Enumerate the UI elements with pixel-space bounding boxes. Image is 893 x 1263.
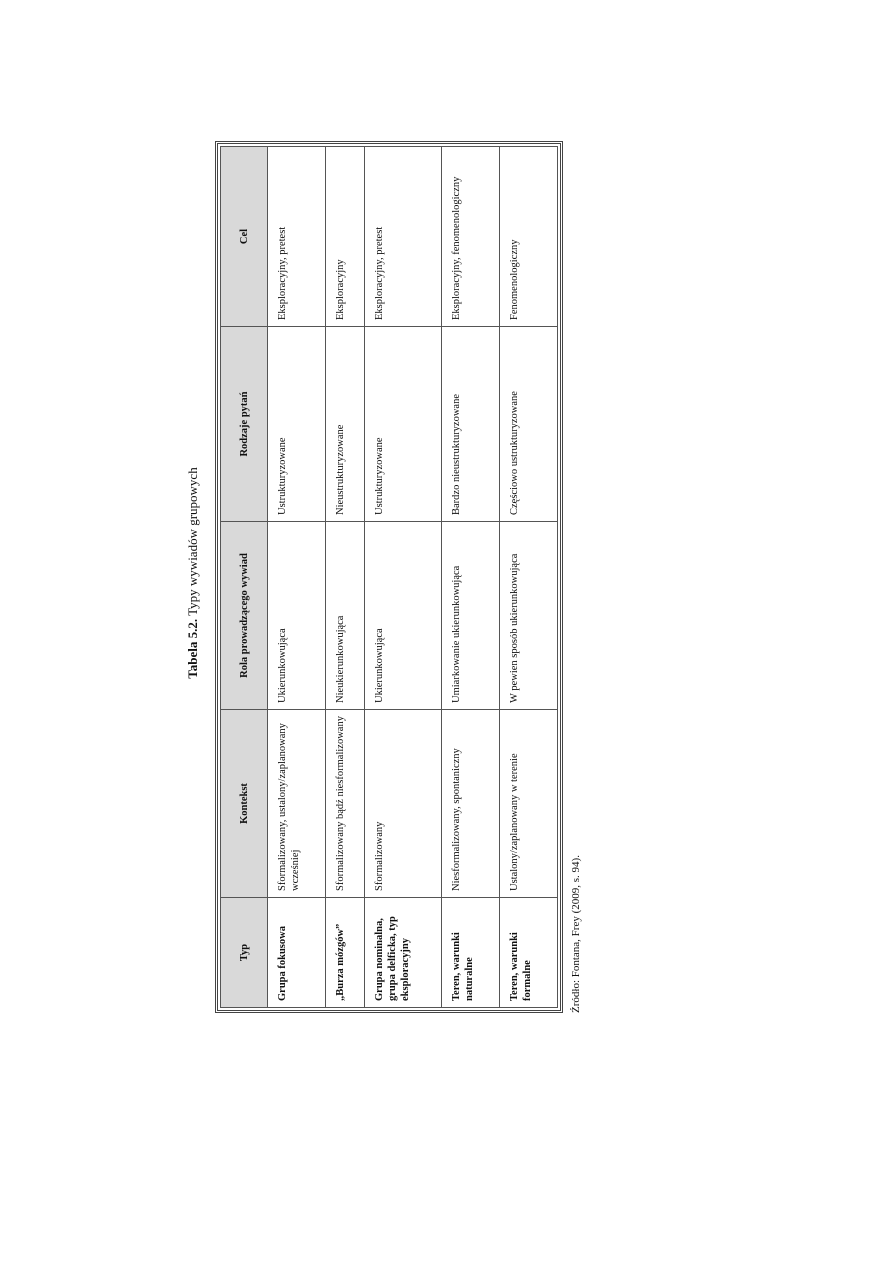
table-header-row [221,147,268,1008]
cell-kontekst: Niesformalizowany, spontaniczny [441,710,499,898]
cell-rola: Umiarkowanie ukierunkowująca [441,522,499,710]
table-row [441,147,499,1008]
table-frame [215,141,563,1013]
header-cel: Cel [221,147,268,327]
header-pytania: Rodzaje pytań [221,327,268,522]
cell-typ: Grupa nominalna, grupa delficka, typ eksploracyjny [364,898,441,1008]
cell-kontekst: Sformalizowany, ustalony/zaplanowany wcześniej [268,710,326,898]
cell-pytania: Częściowo ustrukturyzowane [499,327,557,522]
cell-kontekst: Ustalony/zaplanowany w terenie [499,710,557,898]
cell-rola: Ukierunkowująca [364,522,441,710]
cell-cel: Eksploracyjny, pretest [364,147,441,327]
cell-pytania: Nieustrukturyzowane [326,327,365,522]
cell-cel: Eksploracyjny, fenomenologiczny [441,147,499,327]
table-row [326,147,365,1008]
source-note: Źródło: Fontana, Frey (2009, s. 94). [570,855,582,1013]
group-interviews-table [220,146,558,1008]
caption-label: Tabela 5.2. [185,618,200,679]
rotated-page-content [185,133,585,1013]
cell-rola: W pewien sposób ukierunkowująca [499,522,557,710]
header-kontekst: Kontekst [221,710,268,898]
cell-typ: Teren, warunki naturalne [441,898,499,1008]
cell-cel: Eksploracyjny, pretest [268,147,326,327]
table-row [268,147,326,1008]
cell-kontekst: Sformalizowany bądź niesformalizowany [326,710,365,898]
cell-typ: Teren, warunki formalne [499,898,557,1008]
cell-pytania: Bardzo nieustrukturyzowane [441,327,499,522]
cell-pytania: Ustrukturyzowane [364,327,441,522]
cell-typ: „Burza mózgów” [326,898,365,1008]
cell-typ: Grupa fokusowa [268,898,326,1008]
cell-kontekst: Sformalizowany [364,710,441,898]
table-row [499,147,557,1008]
cell-cel: Fenomenologiczny [499,147,557,327]
cell-pytania: Ustrukturyzowane [268,327,326,522]
cell-rola: Ukierunkowująca [268,522,326,710]
table-caption [185,133,201,1013]
cell-rola: Nieukierunkowująca [326,522,365,710]
cell-cel: Eksploracyjny [326,147,365,327]
caption-text: Typy wywiadów grupowych [185,467,200,619]
header-typ: Typ [221,898,268,1008]
table-row [364,147,441,1008]
header-rola: Rola prowadzącego wywiad [221,522,268,710]
